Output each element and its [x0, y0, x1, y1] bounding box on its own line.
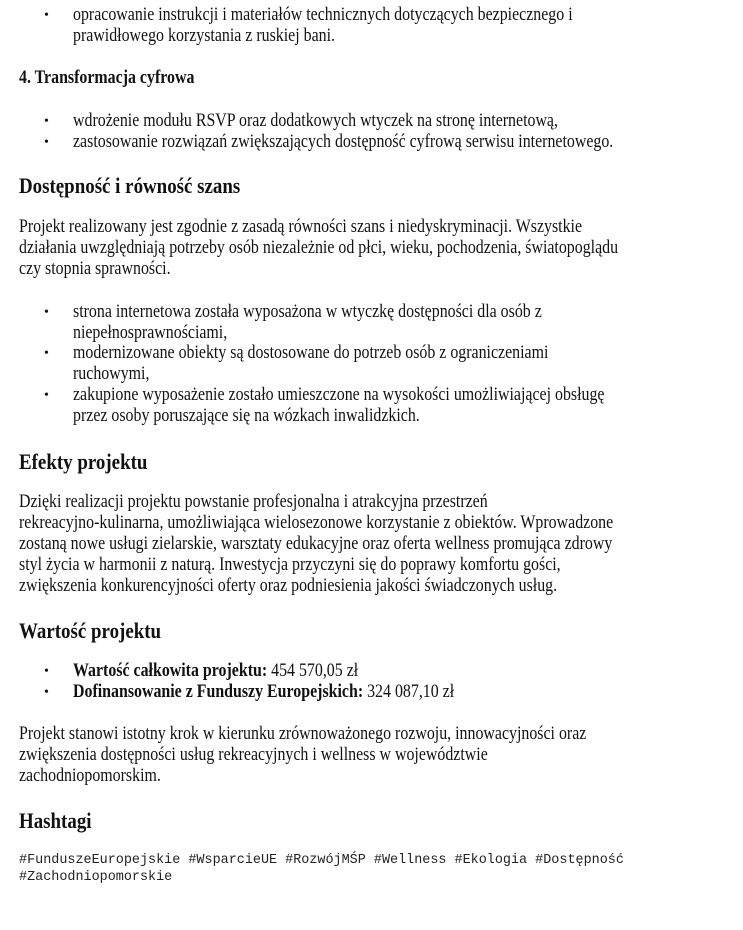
paragraph-line: Projekt stanowi istotny krok w kierunku zrównoważonego rozwoju, innowacyjności oraz: [19, 724, 587, 744]
bullet-marker: •: [44, 305, 49, 320]
bullet-marker: •: [44, 346, 49, 361]
value-item-funding: [73, 682, 454, 703]
section-heading-digital: 4. Transformacja cyfrowa: [19, 68, 195, 88]
list-item-line: prawidłowego korzystania z ruskiej bani.: [73, 26, 336, 46]
value-item-amount: 324 087,10 zł: [363, 682, 455, 702]
bullet-marker: •: [44, 135, 49, 150]
value-item-label: Wartość całkowita projektu:: [73, 661, 268, 681]
list-item-line: strona internetowa została wyposażona w wtyczkę dostępności dla osób z: [73, 302, 542, 322]
paragraph-line: rekreacyjno-kulinarna, umożliwiająca wielosezonowe korzystanie z obiektów. Wprowadzone: [19, 513, 614, 533]
list-item-line: wdrożenie modułu RSVP oraz dodatkowych wtyczek na stronę internetową,: [73, 111, 558, 131]
list-item-line: ruchowymi,: [73, 364, 150, 384]
bullet-marker: •: [44, 388, 49, 403]
hashtags-line: #FunduszeEuropejskie #WsparcieUE #RozwójMŚP #Wellness #Ekologia #Dostępność: [19, 852, 624, 868]
hashtags-line: #Zachodniopomorskie: [19, 869, 173, 885]
section-heading-hashtags: Hashtagi: [19, 808, 92, 833]
list-item-line: zastosowanie rozwiązań zwiększających dostępność cyfrową serwisu internetowego.: [73, 132, 614, 152]
bullet-marker: •: [44, 685, 49, 700]
paragraph-line: czy stopnia sprawności.: [19, 259, 171, 279]
value-item-label: Dofinansowanie z Funduszy Europejskich:: [73, 682, 364, 702]
paragraph-line: działania uwzględniają potrzeby osób niezależnie od płci, wieku, pochodzenia, światopoglądu: [19, 238, 619, 258]
bullet-marker: •: [44, 8, 49, 23]
paragraph-line: zwiększenia dostępności usług rekreacyjnych i wellness w województwie: [19, 745, 488, 765]
bullet-marker: •: [44, 114, 49, 129]
paragraph-line: zostaną nowe usługi zielarskie, warsztaty edukacyjne oraz oferta wellness promująca zdrowy: [19, 534, 613, 554]
paragraph-line: zachodniopomorskim.: [19, 766, 161, 786]
section-heading-value: Wartość projektu: [19, 618, 162, 643]
value-item-amount: 454 570,05 zł: [267, 661, 359, 681]
list-item-line: zakupione wyposażenie zostało umieszczone na wysokości umożliwiającej obsługę: [73, 385, 605, 405]
paragraph-line: styl życia w harmonii z naturą. Inwestycja przyczyni się do poprawy komfortu gości,: [19, 555, 561, 575]
list-item-line: niepełnosprawnościami,: [73, 323, 228, 343]
section-heading-effects: Efekty projektu: [19, 449, 148, 474]
paragraph-line: zwiększenia konkurencyjności oferty oraz podniesienia jakości świadczonych usług.: [19, 576, 558, 596]
list-item-line: przez osoby poruszające się na wózkach inwalidzkich.: [73, 406, 420, 426]
paragraph-line: Projekt realizowany jest zgodnie z zasadą równości szans i niedyskryminacji. Wszystkie: [19, 217, 583, 237]
section-heading-accessibility: Dostępność i równość szans: [19, 173, 241, 198]
list-item-line: opracowanie instrukcji i materiałów technicznych dotyczących bezpiecznego i: [73, 5, 573, 25]
value-item-total: [73, 661, 358, 682]
bullet-marker: •: [44, 664, 49, 679]
list-item-line: modernizowane obiekty są dostosowane do potrzeb osób z ograniczeniami: [73, 343, 549, 363]
paragraph-line: Dzięki realizacji projektu powstanie profesjonalna i atrakcyjna przestrzeń: [19, 492, 488, 512]
